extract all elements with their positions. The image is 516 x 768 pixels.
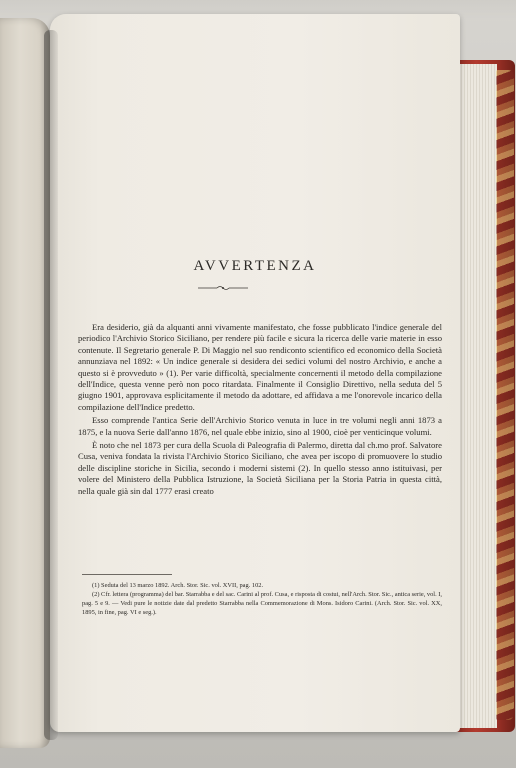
footnote-divider [82,574,172,575]
body-text [78,322,442,499]
marbled-edge [496,70,514,720]
ornament-icon [198,284,248,292]
gutter-shadow [44,30,58,740]
paragraph-1: Era desiderio, già da alquanti anni vivamente manifestato, che fosse pubblicato l'indice generale del periodico l'Archivio Storico Siciliano, per rendere più facile e sicura la ricerca delle varie materie in esso contenute. Il Segretario generale P. Di Maggio nel suo rendiconto scientifico ed economico della Società annunziava nel 1892: « Un indice generale si desidera dei sedici volumi del nostro Archivio, e anche a questo si è provveduto » (1). Per varie difficoltà, specialmente concernenti il metodo della compilazione dell'Indice, questa venne però non poco ritardata. Finalmente il Consiglio Direttivo, nella seduta del 5 giugno 1901, approvava esplicitamente il metodo da adottare, ed affidava a me l'onorevole incarico della compilazione dell'Indice predetto. [78,322,442,412]
paragraph-3: È noto che nel 1873 per cura della Scuola di Paleografia di Palermo, diretta dal ch.mo prof. Salvatore Cusa, veniva fondata la rivista l'Archivio Storico Siciliano, che avea per iscopo di promuovere lo studio delle discipline storiche in Sicilia, secondo i moderni sistemi (2). In quello stesso anno istituivasi, per volere del Ministero della Pubblica Istruzione, la Società Siciliana per la Storia Patria in questa città, nella quale già sin dal 1777 erasi creato [78,440,442,496]
footnote-1: (1) Seduta del 13 marzo 1892. Arch. Stor. Sic. vol. XVII, pag. 102. [92,582,264,589]
footnotes [82,581,442,617]
footnote-2: (2) Cfr. lettera (programma) del bar. Starrabba e del sac. Carini al prof. Cusa, e risposta di costui, nell'Arch. Stor. Sic., antica serie, vol. I, pag. 5 e 9. — Vedi pure le notizie date dal predetto Starrabba nella Commemorazione di Mons. Isidoro Carini. (Arch. Stor. Sic. vol. XX, 1895, in fine, pag. VI e seg.). [82,591,442,616]
book-page [50,14,460,732]
paragraph-2: Esso comprende l'antica Serie dell'Archivio Storico venuta in luce in tre volumi negli anni 1873 a 1875, e la nuova Serie dall'anno 1876, nel quale ebbe inizio, sino al 1900, cioè per venticinque volumi. [78,415,442,437]
page-heading: AVVERTENZA [193,258,317,274]
left-page [0,18,50,748]
